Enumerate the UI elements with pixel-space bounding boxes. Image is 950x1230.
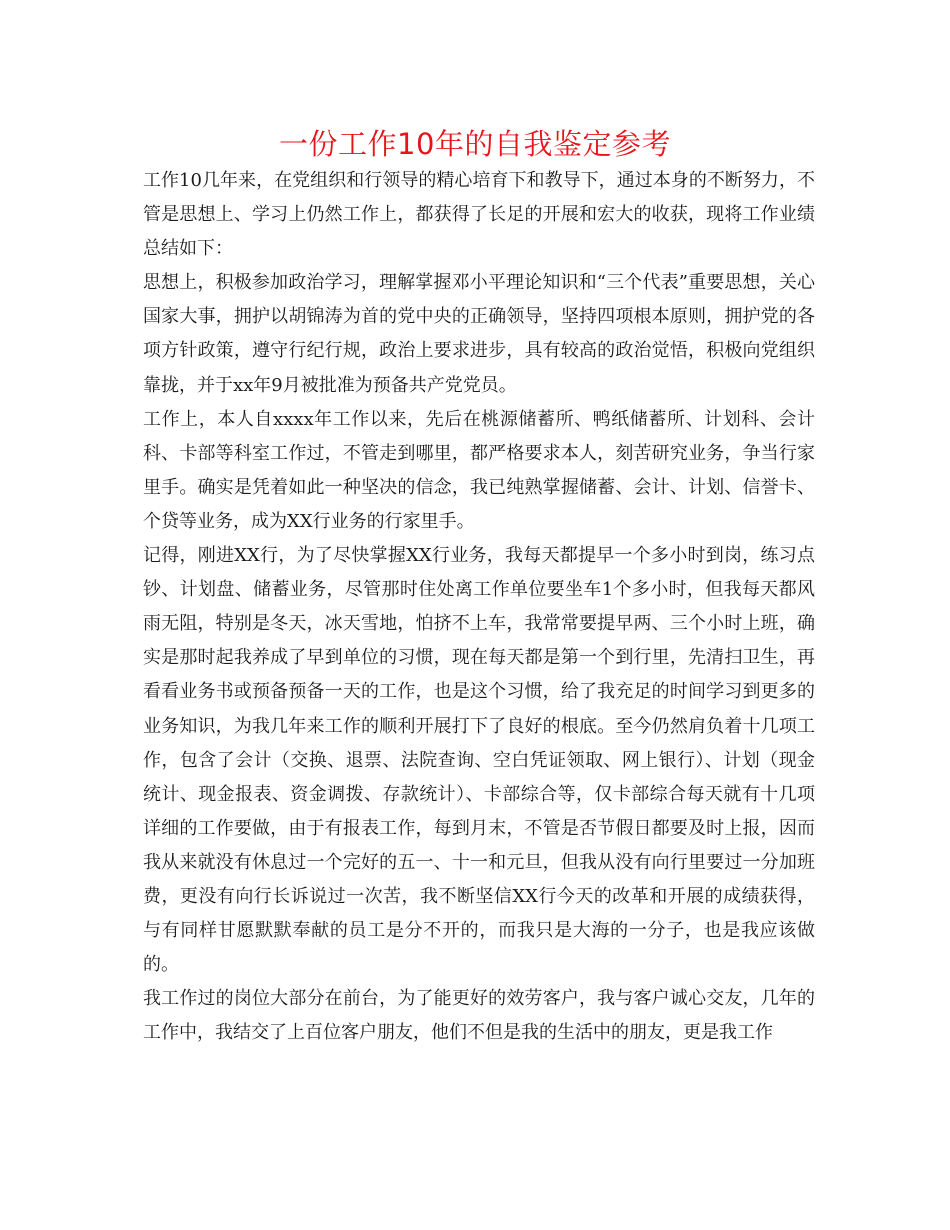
paragraph-customers: 我工作过的岗位大部分在前台，为了能更好的效劳客户，我与客户诚心交友，几年的工作中，我结交了上百位客户朋友，他们不但是我的生活中的朋友，更是我工作 [143, 988, 815, 1044]
paragraph-work: 工作上，本人自xxxx年工作以来，先后在桃源储蓄所、鸭纸储蓄所、计划科、会计科、卡部等科室工作过，不管走到哪里，都严格要求本人，刻苦研究业务，争当行家里手。确实是凭着如此一种坚决的信念，我已纯熟掌握储蓄、会计、计划、信誉卡、个贷等业务，成为XX行业务的行家里手。 [143, 408, 815, 532]
paragraph-intro: 工作10几年来，在党组织和行领导的精心培育下和教导下，通过本身的不断努力，不管是思想上、学习上仍然工作上，都获得了长足的开展和宏大的收获，现将工作业绩总结如下： [143, 170, 815, 260]
paragraph-memory: 记得，刚进XX行，为了尽快掌握XX行业务，我每天都提早一个多小时到岗，练习点钞、计划盘、储蓄业务，尽管那时住处离工作单位要坐车1个多小时，但我每天都风雨无阻，特别是冬天，冰天雪地，怕挤不上车，我常常要提早两、三个小时上班，确实是那时起我养成了早到单位的习惯，现在每天都是第一个到行里，先清扫卫生，再看看业务书或预备预备一天的工作，也是这个习惯，给了我充足的时间学习到更多的业务知识，为我几年来工作的顺利开展打下了良好的根底。至今仍然肩负着十几项工作，包含了会计（交换、退票、法院查询、空白凭证领取、网上银行）、计划（现金统计、现金报表、资金调拨、存款统计）、卡部综合等，仅卡部综合每天就有十几项详细的工作要做，由于有报表工作，每到月末，不管是否节假日都要及时上报，因而我从来就没有休息过一个完好的五一、十一和元旦，但我从没有向行里要过一分加班费，更没有向行长诉说过一次苦，我不断坚信XX行今天的改革和开展的成绩获得，与有同样甘愿默默奉献的员工是分不开的，而我只是大海的一分子，也是我应该做的。 [143, 545, 815, 976]
paragraph-ideology: 思想上，积极参加政治学习，理解掌握邓小平理论知识和“三个代表”重要思想，关心国家大事，拥护以胡锦涛为首的党中央的正确领导，坚持四项根本原则，拥护党的各项方针政策，遵守行纪行规，政治上要求进步，具有较高的政治觉悟，积极向党组织靠拢，并于xx年9月被批准为预备共产党党员。 [143, 272, 815, 396]
document-title: 一份工作10年的自我鉴定参考 [279, 127, 671, 161]
document-body [143, 164, 815, 1050]
